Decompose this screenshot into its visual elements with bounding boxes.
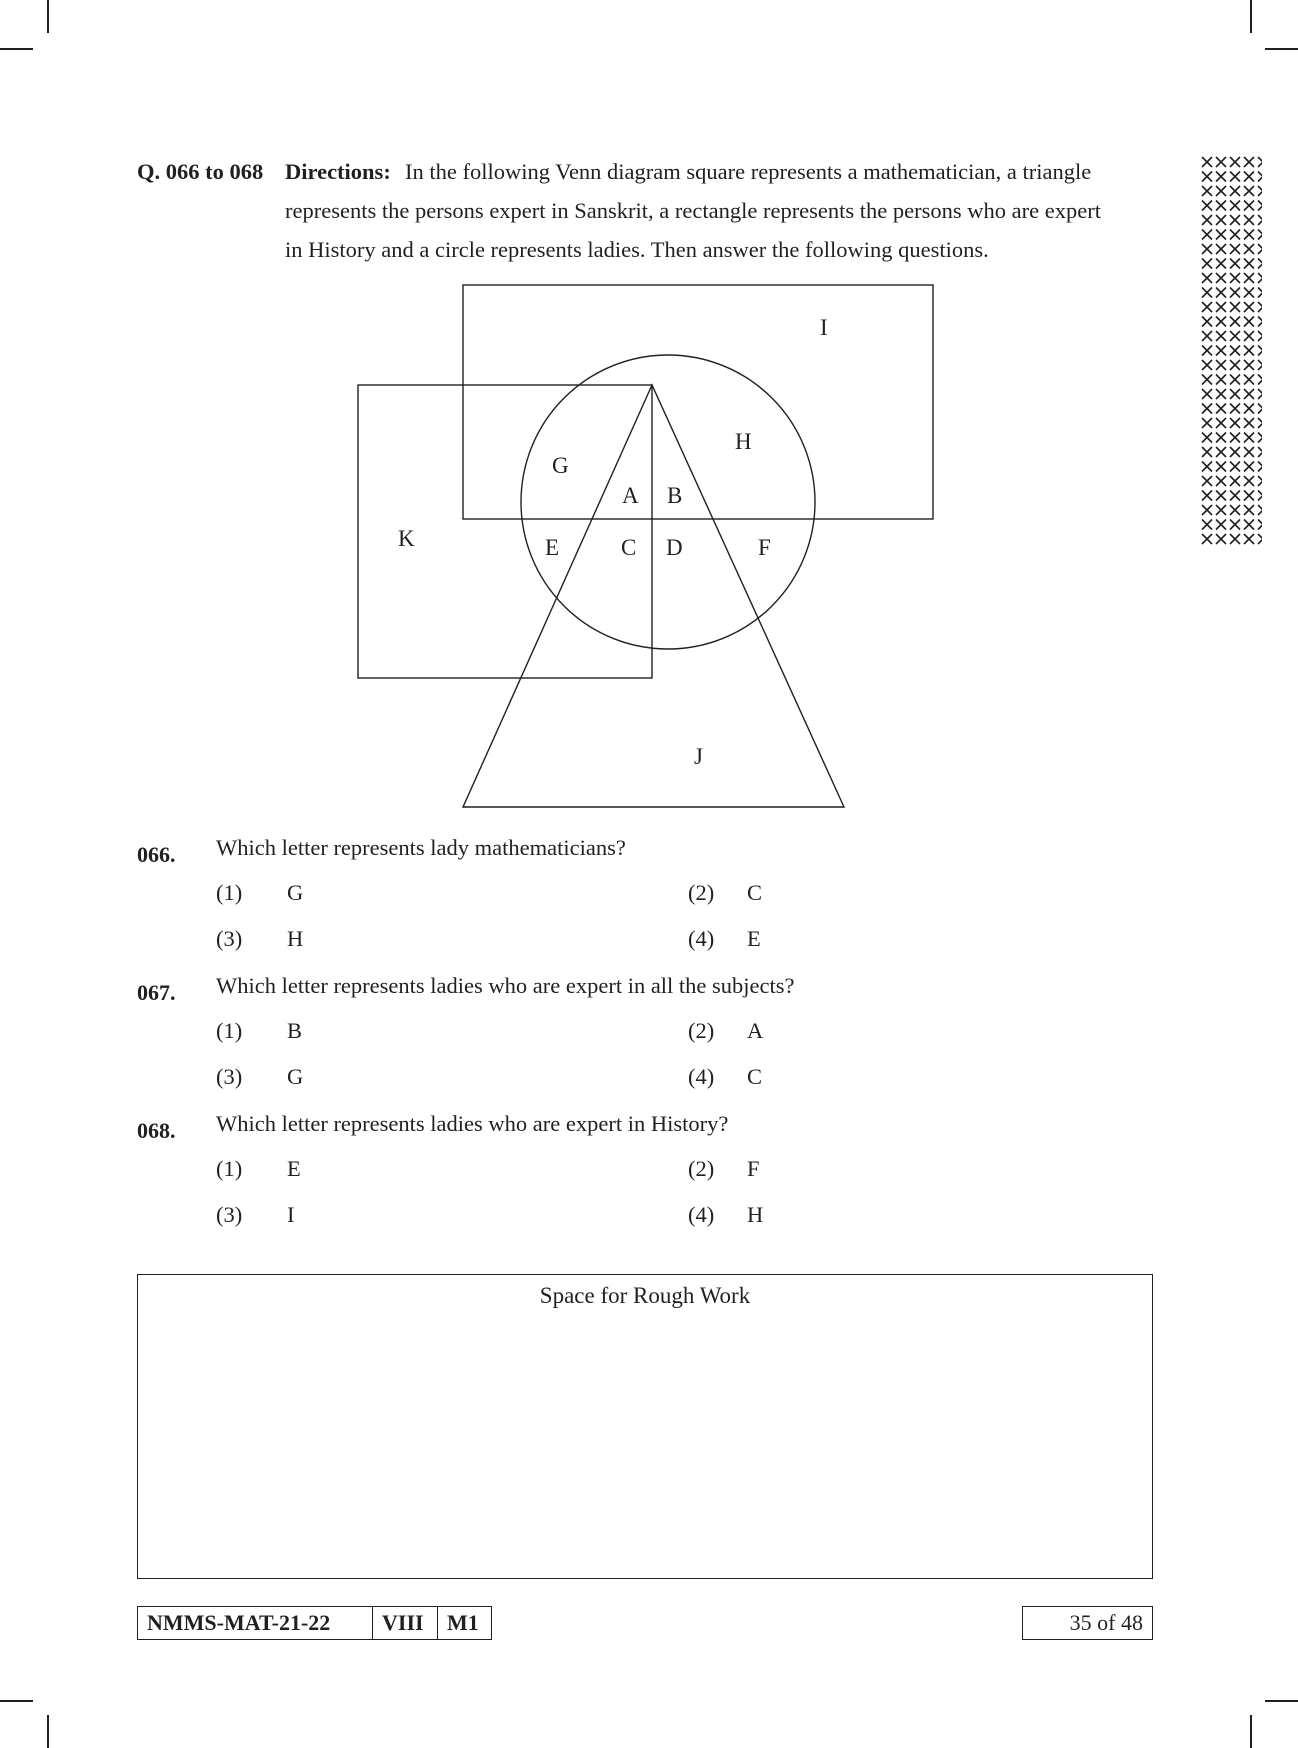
- option-value[interactable]: C: [747, 1064, 763, 1089]
- question-text: Which letter represents ladies who are expert in all the subjects?: [216, 973, 795, 998]
- option-number: (2): [688, 1018, 715, 1043]
- option-value[interactable]: F: [747, 1156, 760, 1181]
- region-label-h: H: [735, 429, 752, 454]
- option-number: (2): [688, 1156, 715, 1181]
- history-rectangle: [463, 285, 933, 519]
- footer-paper-code: NMMS-MAT-21-22: [147, 1610, 331, 1635]
- directions-line-2: represents the persons expert in Sanskrit, a rectangle represents the persons who are expert: [285, 198, 1101, 223]
- region-label-d: D: [666, 535, 683, 560]
- directions-label: Directions:: [285, 159, 391, 184]
- option-number: (4): [688, 1202, 715, 1227]
- option-number: (3): [216, 1202, 243, 1227]
- option-value[interactable]: C: [747, 880, 763, 905]
- region-label-g: G: [552, 453, 569, 478]
- crop-mark: [47, 1715, 49, 1748]
- option-value[interactable]: H: [287, 926, 304, 951]
- option-value[interactable]: E: [287, 1156, 301, 1181]
- option-value[interactable]: B: [287, 1018, 303, 1043]
- region-label-k: K: [398, 526, 415, 551]
- venn-diagram: [0, 0, 1298, 820]
- option-value[interactable]: H: [747, 1202, 764, 1227]
- question-number: 066.: [137, 842, 176, 867]
- page-number-box: [1022, 1606, 1153, 1640]
- option-value[interactable]: I: [287, 1202, 295, 1227]
- option-number: (2): [688, 880, 715, 905]
- crop-mark: [0, 1700, 33, 1702]
- option-value[interactable]: G: [287, 880, 304, 905]
- option-number: (3): [216, 1064, 243, 1089]
- footer-code-box: [137, 1606, 492, 1640]
- crop-mark: [1265, 1700, 1298, 1702]
- option-number: (4): [688, 926, 715, 951]
- rough-work-title: Space for Rough Work: [539, 1283, 751, 1308]
- option-number: (4): [688, 1064, 715, 1089]
- question-number: 068.: [137, 1118, 176, 1143]
- option-number: (1): [216, 1018, 243, 1043]
- footer-class: VIII: [372, 1607, 437, 1639]
- question-number: 067.: [137, 980, 176, 1005]
- region-label-c: C: [621, 535, 637, 560]
- region-label-a: A: [622, 483, 639, 508]
- rough-work-box: [137, 1274, 1153, 1579]
- region-label-i: I: [820, 315, 828, 340]
- option-number: (3): [216, 926, 243, 951]
- sanskrit-triangle: [463, 385, 844, 807]
- question-text: Which letter represents ladies who are expert in History?: [216, 1111, 729, 1136]
- directions-line-1: In the following Venn diagram square represents a mathematician, a triangle: [405, 159, 1092, 184]
- region-label-b: B: [667, 483, 683, 508]
- question-range: Q. 066 to 068: [137, 159, 264, 184]
- option-number: (1): [216, 1156, 243, 1181]
- region-label-j: J: [694, 744, 703, 769]
- option-value[interactable]: E: [747, 926, 761, 951]
- page-number: 35 of 48: [1069, 1610, 1143, 1635]
- region-label-f: F: [758, 535, 771, 560]
- footer-medium: M1: [437, 1607, 491, 1639]
- crop-mark: [1250, 1715, 1252, 1748]
- option-number: (1): [216, 880, 243, 905]
- question-text: Which letter represents lady mathematicians?: [216, 835, 626, 860]
- option-value[interactable]: A: [747, 1018, 764, 1043]
- option-value[interactable]: G: [287, 1064, 304, 1089]
- region-label-e: E: [545, 535, 560, 560]
- directions-line-3: in History and a circle represents ladies. Then answer the following questions.: [285, 237, 989, 262]
